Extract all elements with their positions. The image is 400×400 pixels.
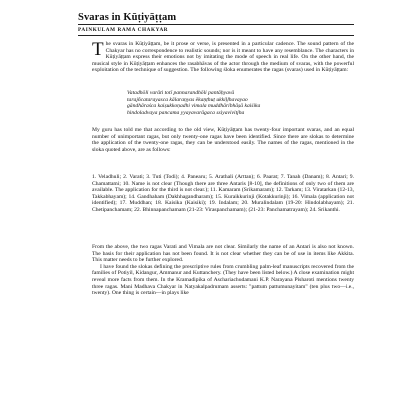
article-title: Svaras in Kūṭiyāṭṭam: [78, 12, 177, 23]
intro-paragraph: [92, 41, 354, 74]
drop-cap: T: [92, 39, 104, 60]
verse-line: gāndhāraśca kaiṣukkoṇadhi vimala muddhāribhāṣā kaiśika: [127, 103, 261, 110]
guru-text: My guru has told me that according to the old view, Kūṭiyāṭṭam has twenty-four important svaras, and an equal number of unimportant ragas, but only twenty-one ragas have been identified. Since there are slokas to determine the application of the twenty-one ragas, they can be understood easily. The names of the ragas, mentioned in the sloka quoted above, are as follows:: [92, 127, 354, 153]
title-rule: [78, 24, 354, 25]
verse-line: Vatadhōli varāti totī pannarandhōli pantāḥyavā: [127, 90, 235, 96]
raga-list-text: 1. Veladhuli; 2. Varati; 3. Tuti (Todi); 4. Panearu; 5. Arathali (Arttan); 6. Paarat; 7. Tanah (Danam); 8. Antari; 9. Chamattami; 10. Name is not clear (Though there are three Antaris [8-10], the definitions of only two of them are available. The application for the third is not clear.); 11. Kamaram (Srikamaram); 12. Tarkam; 13. Viratarkan (12-13, Takkabhayam); 14. Gandhaham (Dakhhagandharam); 15. Kuraikkurinji (Kotakkurinji); 16. Vimala (application not identified); 17. Muddhan; 18. Kaisika (Kaisiki); 19. Indalam; 20. Muralindalam (19-20: Hindolabhayam); 21. Chetipanchamam; 22. Bhinnapanchamam (21-23: Viraspanchamam); (21-23: Panchamatrayam); 24. Srikanthi.: [92, 174, 354, 213]
manuscripts-paragraph: I have found the slokas defining the prescriptive rules from crumbling palm-leaf manuscripts recovered from the families of Potiyil, Kidangur, Ammanur and Kuttanchery. (They have been listed below.) A close examination might reveal more facts from them. In the Kramadipika of Aschariachudamani K.P. Narayana Pisharoti mentions twenty three ragas. Mani Madhava Chakyar in Natyakalpadrumam asserts: "pattum pattumunayitam" (ten plus two—i.e., twenty). One thing is certain—in plays like: [92, 263, 354, 297]
article-author: PAINKULAM RAMA CHAKYAR: [78, 27, 169, 33]
verse-line: hindoladvaya pancama yyayavarāgaca ssiyavivitjha: [127, 109, 245, 116]
raga-list-paragraph: [92, 174, 354, 214]
author-rule: [78, 35, 354, 36]
intro-text: he svaras in Kūṭiyāṭṭam, be it prose or verse, is presented in a particular cadence. The sound pattern of the Chakyar has no correspondence to realistic sounds; nor is it meant to have any resemblance. The characters in Kūṭiyāṭṭam express their emotions not by imitating the mode of speech in real life. On the other hand, the musical style in Kūṭiyāṭṭam enhances the rasabhāvas of the actor through the medium of svaras, with the powerful exploitation of the technique of suggestion. The following śloka enumerates the ragas (svaras) used in Kūṭiyāṭṭam:: [92, 41, 354, 74]
unclear-ragas-paragraph: From the above, the two ragas Varati and Vimala are not clear. Similarly the name of an Antari is also not known. The basis for their application has not been found. It is not clear whether they can be of use in items like Akkita. This matter needs to be further explored.: [92, 244, 354, 264]
sloka-verse: [127, 90, 327, 116]
closing-paragraphs: [92, 244, 354, 297]
guru-paragraph: [92, 127, 354, 153]
article-page: [22, 8, 378, 396]
verse-line: tarajñcatarayasca kālaraṇyas ēkaṇṭhuṭ ukkiḷḷhavayao: [127, 96, 248, 103]
